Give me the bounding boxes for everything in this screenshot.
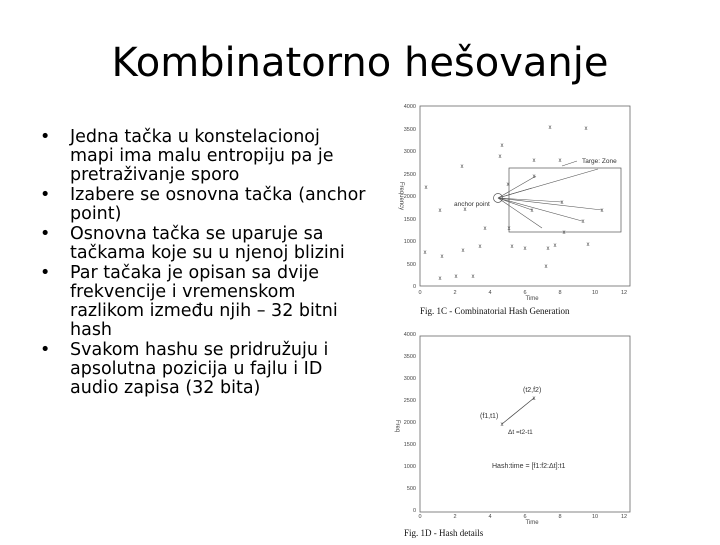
svg-text:x: x <box>532 158 536 164</box>
top-xlabel: Time <box>525 296 539 302</box>
svg-text:x: x <box>507 226 511 232</box>
top-plot-frame <box>420 106 630 286</box>
bottom-plot-frame <box>420 336 630 512</box>
top-xtick: 6 <box>523 290 527 296</box>
top-ytick: 2500 <box>403 172 416 178</box>
bottom-ytick: 0 <box>412 508 416 514</box>
bullet-item: • Svakom hashu se pridružuju i apsolutna pozicija u fajlu i ID audio zapisa (32 bita) <box>36 341 366 398</box>
bullet-list <box>36 128 366 399</box>
svg-text:x: x <box>463 207 467 213</box>
top-xtick: 10 <box>591 290 599 296</box>
top-xtick: 12 <box>620 290 628 296</box>
top-plot <box>398 104 630 316</box>
bottom-xtick: 6 <box>523 514 527 520</box>
svg-text:x: x <box>532 174 536 180</box>
svg-text:x: x <box>546 246 550 252</box>
bottom-xtick: 12 <box>620 514 628 520</box>
bottom-ytick: 1000 <box>403 464 416 470</box>
bottom-ytick: 500 <box>406 486 416 492</box>
svg-text:x: x <box>558 158 562 164</box>
svg-text:x: x <box>423 250 427 256</box>
svg-text:x: x <box>506 182 510 188</box>
svg-text:x: x <box>471 274 475 280</box>
hash-pair-line <box>502 398 534 424</box>
svg-text:x: x <box>500 143 504 149</box>
svg-text:x: x <box>438 276 442 282</box>
top-ytick: 0 <box>412 284 416 290</box>
anchor-point-label: anchor point <box>454 201 490 208</box>
slide-title: Kombinatorno hešovanje <box>111 40 609 86</box>
svg-text:x: x <box>498 154 502 160</box>
top-ytick: 4000 <box>403 104 416 110</box>
svg-text:x: x <box>438 208 442 214</box>
bottom-xtick: 10 <box>591 514 599 520</box>
svg-text:x: x <box>440 254 444 260</box>
bottom-xtick: 0 <box>418 514 422 520</box>
point1-label: (f1,t1) <box>480 413 499 420</box>
svg-text:x: x <box>454 274 458 280</box>
bottom-ylabel: Freq <box>394 419 400 433</box>
svg-text:x: x <box>461 248 465 254</box>
svg-text:x: x <box>544 264 548 270</box>
top-xtick: 0 <box>418 290 422 296</box>
svg-text:x: x <box>560 200 564 206</box>
bottom-plot <box>394 332 630 538</box>
svg-text:x: x <box>460 164 464 170</box>
svg-text:x: x <box>510 244 514 250</box>
svg-text:x: x <box>483 226 487 232</box>
bottom-ytick: 3000 <box>403 376 416 382</box>
bottom-xtick: 2 <box>453 514 457 520</box>
top-ytick: 500 <box>406 262 416 268</box>
svg-text:x: x <box>600 208 604 214</box>
svg-text:x: x <box>581 219 585 225</box>
top-ytick: 3500 <box>403 127 416 133</box>
pair-lines <box>498 169 602 228</box>
svg-text:x: x <box>548 125 552 131</box>
svg-text:x: x <box>584 126 588 132</box>
top-xtick: 4 <box>488 290 492 296</box>
top-ylabel: Frequency <box>398 181 404 211</box>
figure-image <box>372 100 640 540</box>
bullet-item: • Osnovna tačka se uparuje sa tačkama koje su u njenoj blizini <box>36 225 366 263</box>
point2-label: (t2,f2) <box>523 387 542 394</box>
top-figure-caption: Fig. 1C - Combinatorial Hash Generation <box>420 306 570 316</box>
svg-text:x: x <box>530 208 534 214</box>
svg-text:x: x <box>532 396 536 402</box>
bottom-figure-caption: Fig. 1D - Hash details <box>404 528 484 538</box>
svg-text:x: x <box>500 422 504 428</box>
bullet-item: • Par tačaka je opisan sa dvije frekvencije i vremenskom razlikom između njih – 32 bitni hash <box>36 264 366 340</box>
top-ytick: 2000 <box>403 194 416 200</box>
svg-text:x: x <box>523 246 527 252</box>
bullet-item: • Jedna tačka u konstelacionoj mapi ima malu entropiju pa je pretraživanje sporo <box>36 128 366 185</box>
bullet-item: • Izabere se osnovna tačka (anchor point) <box>36 186 366 224</box>
bottom-ytick: 2500 <box>403 398 416 404</box>
top-xtick: 8 <box>558 290 562 296</box>
svg-text:x: x <box>424 185 428 191</box>
hash-formula-label: Hash:time = [f1:f2:Δt]:t1 <box>492 463 566 470</box>
bottom-ytick: 1500 <box>403 442 416 448</box>
top-ytick: 3000 <box>403 149 416 155</box>
svg-text:x: x <box>553 243 557 249</box>
bottom-ytick: 2000 <box>403 420 416 426</box>
top-xtick: 2 <box>453 290 457 296</box>
top-ytick: 1000 <box>403 239 416 245</box>
bottom-ytick: 4000 <box>403 332 416 338</box>
top-ytick: 1500 <box>403 217 416 223</box>
svg-text:x: x <box>478 244 482 250</box>
target-zone-label: Targe: Zone <box>582 158 617 165</box>
svg-text:x: x <box>586 242 590 248</box>
delta-t-label: Δt =t2-t1 <box>508 429 533 436</box>
bottom-ytick: 3500 <box>403 354 416 360</box>
bottom-xtick: 4 <box>488 514 492 520</box>
bottom-xtick: 8 <box>558 514 562 520</box>
bottom-xlabel: Time <box>525 520 539 526</box>
svg-text:x: x <box>562 230 566 236</box>
